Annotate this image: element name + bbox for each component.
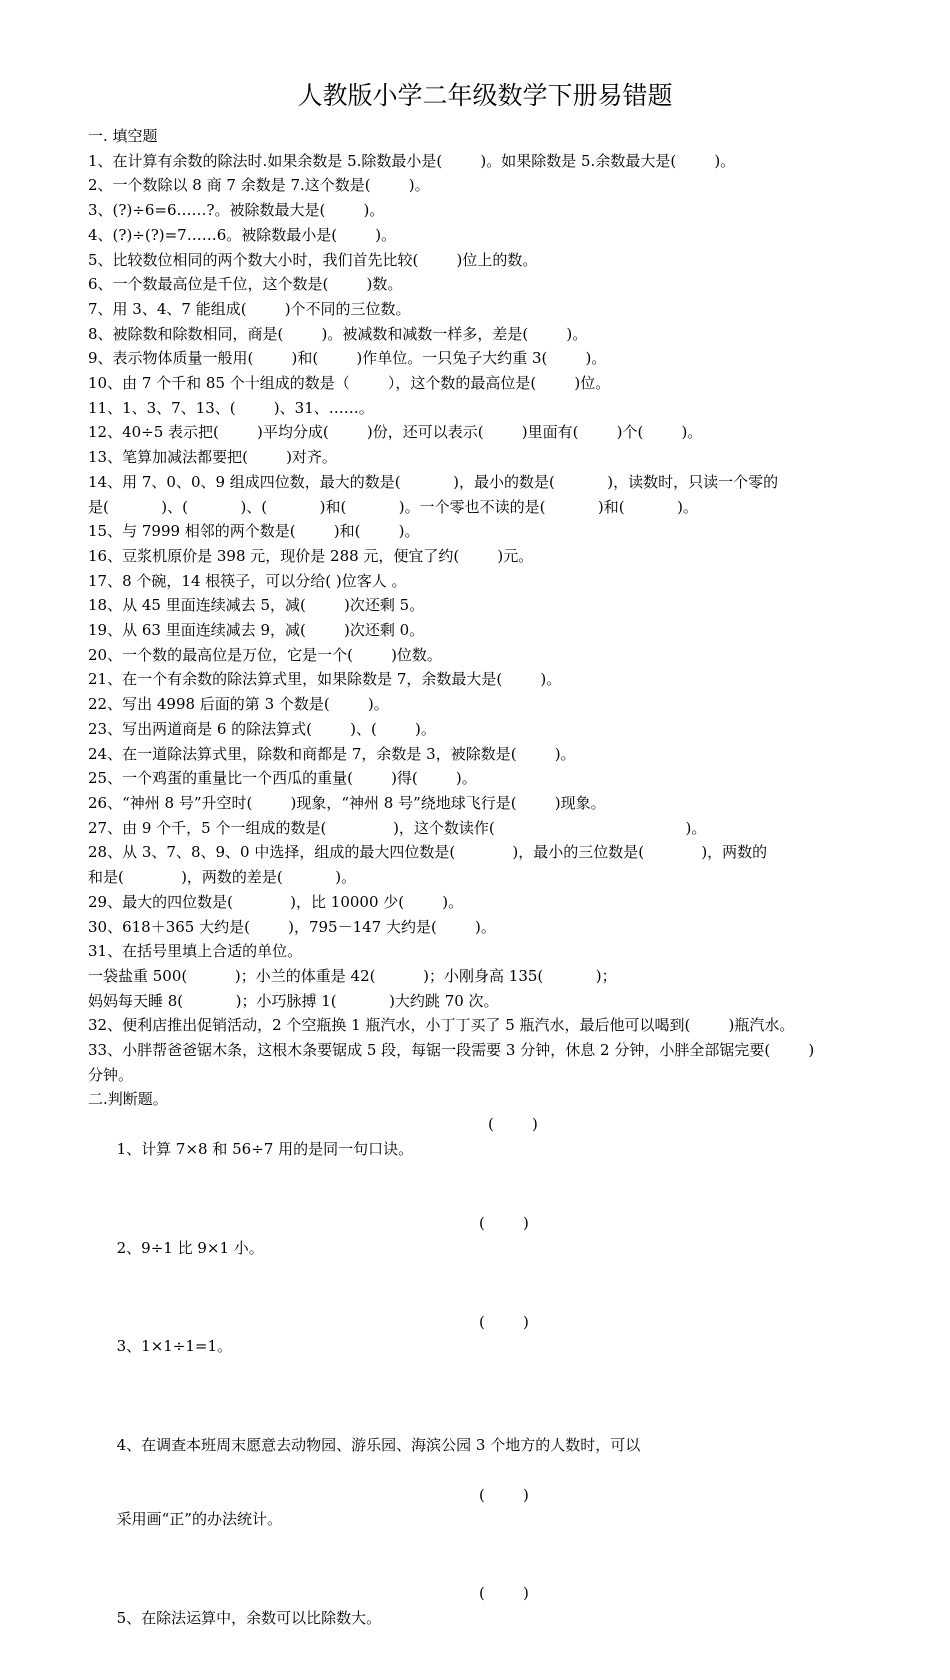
question-line: 5、比较数位相同的两个数大小时，我们首先比较( )位上的数。 [88,250,538,269]
judge-item [88,1112,868,1211]
answer-parentheses: ( ) [488,1115,538,1134]
question-line: 24、在一道除法算式里，除数和商都是 7，余数是 3，被除数是( )。 [88,744,576,763]
question-line: 26、“神州 8 号”升空时( )现象，“神州 8 号”绕地球飞行是( )现象。 [88,793,606,812]
fill-blank-list [88,149,868,1088]
question-line: 19、从 63 里面连续减去 9，减( )次还剩 0。 [88,621,425,640]
judge-item [88,1310,868,1409]
answer-parentheses: ( ) [479,1584,529,1603]
question-line: 22、写出 4998 后面的第 3 个数是( )。 [88,695,389,714]
question-line: 14、用 7、0、0、9 组成四位数，最大的数是( )，最小的数是( )，读数时，只读一个零的 [88,472,779,491]
true-false-list [88,1112,868,1680]
section-heading-true-false: 二.判断题。 [88,1090,168,1109]
judge-text: 3、1×1÷1=1。 [116,1337,233,1356]
question-line: 12、40÷5 表示把( )平均分成( )份，还可以表示( )里面有( )个( )。 [88,423,703,442]
answer-parentheses: ( ) [479,1213,529,1232]
question-line-continued: 和是( )，两数的差是( )。 [88,868,357,887]
section-heading-fill-blank: 一. 填空题 [88,127,158,145]
judge-item [88,1409,868,1483]
question-line: 11、1、3、7、13、( )、31、……。 [88,398,374,417]
question-line: 4、(?)÷(?)=7……6。被除数最小是( )。 [88,225,397,244]
judge-text: 2、9÷1 比 9×1 小。 [116,1238,264,1257]
judge-item [88,1211,868,1310]
question-line: 31、在括号里填上合适的单位。 [88,942,303,961]
question-line: 32、便利店推出促销活动，2 个空瓶换 1 瓶汽水，小丁丁买了 5 瓶汽水，最后他可以喝到( )瓶汽水。 [88,1016,795,1035]
question-line-continued: 是( )、( )、( )和( )。一个零也不读的是( )和( )。 [88,497,698,516]
judge-text: 1、计算 7×8 和 56÷7 用的是同一句口诀。 [116,1139,414,1158]
judge-text: 4、在调查本班周末愿意去动物园、游乐园、海滨公园 3 个地方的人数时，可以 [116,1436,641,1455]
question-line: 33、小胖帮爸爸锯木条，这根木条要锯成 5 段，每锯一段需要 3 分钟，休息 2 分钟，小胖全部锯完要( ) [88,1041,815,1060]
question-line: 9、表示物体质量一般用( )和( )作单位。一只兔子大约重 3( )。 [88,349,607,368]
question-line: 6、一个数最高位是千位，这个数是( )数。 [88,275,403,294]
question-line: 30、618＋365 大约是( )，795－147 大约是( )。 [88,917,496,936]
question-line: 17、8 个碗，14 根筷子，可以分给( )位客人 。 [88,571,407,590]
question-line-continued: 一袋盐重 500( )；小兰的体重是 42( )；小刚身高 135( )； [88,966,617,985]
question-line: 3、(?)÷6=6……?。被除数最大是( )。 [88,201,385,220]
question-line: 28、从 3、7、8、9、0 中选择，组成的最大四位数是( )，最小的三位数是( )，两数的 [88,843,768,862]
question-line: 21、在一个有余数的除法算式里，如果除数是 7，余数最大是( )。 [88,670,562,689]
question-line: 15、与 7999 相邻的两个数是( )和( )。 [88,522,420,541]
answer-parentheses: ( ) [479,1312,529,1331]
judge-text: 采用画“正”的办法统计。 [116,1510,282,1529]
question-line: 8、被除数和除数相同，商是( )。被减数和减数一样多，差是( )。 [88,324,588,343]
question-line: 18、从 45 里面连续减去 5，减( )次还剩 5。 [88,596,425,615]
document-page [88,76,868,1680]
question-line: 10、由 7 个千和 85 个十组成的数是（ ），这个数的最高位是( )位。 [88,374,611,393]
question-line: 20、一个数的最高位是万位，它是一个( )位数。 [88,645,442,664]
question-line: 1、在计算有余数的除法时.如果余数是 5.除数最小是( )。如果除数是 5.余数最大是( )。 [88,151,736,170]
question-line: 23、写出两道商是 6 的除法算式( )、( )。 [88,719,436,738]
question-line: 16、豆浆机原价是 398 元，现价是 288 元，便宜了约( )元。 [88,546,534,565]
question-line: 13、笔算加减法都要把( )对齐。 [88,448,337,467]
judge-item [88,1581,868,1680]
question-line: 27、由 9 个千，5 个一组成的数是( )，这个数读作( )。 [88,818,707,837]
question-line: 25、一个鸡蛋的重量比一个西瓜的重量( )得( )。 [88,769,477,788]
question-line: 7、用 3、4、7 能组成( )个不同的三位数。 [88,299,411,318]
question-line: 29、最大的四位数是( )，比 10000 少( )。 [88,892,464,911]
judge-item [88,1483,868,1582]
question-line-continued: 分钟。 [88,1065,134,1084]
page-title: 人教版小学二年级数学下册易错题 [297,81,673,110]
question-line-continued: 妈妈每天睡 8( )；小巧脉搏 1( )大约跳 70 次。 [88,991,499,1010]
judge-text: 5、在除法运算中，余数可以比除数大。 [116,1609,382,1628]
question-line: 2、一个数除以 8 商 7 余数是 7.这个数是( )。 [88,176,430,195]
answer-parentheses: ( ) [479,1485,529,1504]
